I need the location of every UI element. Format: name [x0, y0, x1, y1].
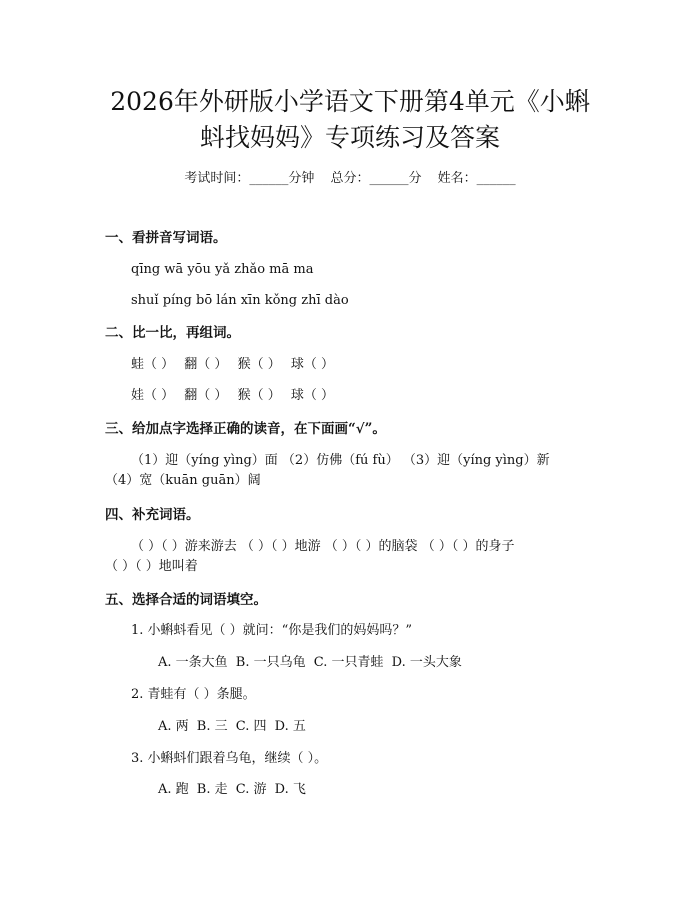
exam-time: 考试时间：______分钟	[184, 171, 315, 186]
compare-item: 猴（ ）	[237, 388, 281, 403]
exam-meta	[0, 170, 700, 188]
option-c: C. 游	[235, 782, 267, 797]
option-d: D. 五	[274, 719, 306, 734]
option-a: A. 一条大鱼	[158, 655, 228, 670]
compare-item: 猴（ ）	[237, 357, 281, 372]
question-1: 1. 小蝌蚪看见（ ）就问：“你是我们的妈妈吗？”	[131, 623, 412, 638]
question-3-options	[158, 781, 310, 799]
option-b: B. 走	[196, 782, 228, 797]
compare-item: 娃（ ）	[131, 388, 175, 403]
compare-row-2	[131, 387, 340, 405]
compare-item: 翻（ ）	[184, 388, 228, 403]
fill-words-line-2: （ ）（ ）地叫着	[105, 559, 198, 574]
page-title	[60, 84, 640, 156]
option-b: B. 一只乌龟	[235, 655, 306, 670]
compare-item: 翻（ ）	[184, 357, 228, 372]
exam-name: 姓名：______	[437, 171, 516, 186]
pinyin-line-1: qīng wā yōu yǎ zhǎo mā ma	[131, 262, 314, 277]
compare-item: 球（ ）	[290, 388, 334, 403]
section-2-heading: 二、比一比，再组词。	[105, 325, 240, 341]
question-2-options	[158, 718, 310, 736]
pronunciation-line-2: （4）宽（kuān guān）阔	[105, 473, 261, 488]
compare-row-1	[131, 356, 340, 374]
pronunciation-line-1: （1）迎（yíng yìng）面 （2）仿佛（fú fù） （3）迎（yíng yìng）新	[131, 453, 550, 468]
option-a: A. 两	[158, 719, 189, 734]
title-line-2: 蚪找妈妈》专项练习及答案	[199, 123, 500, 152]
option-d: D. 飞	[274, 782, 306, 797]
question-2: 2. 青蛙有（ ）条腿。	[131, 687, 256, 702]
section-3-heading: 三、给加点字选择正确的读音，在下面画“√”。	[105, 421, 386, 437]
option-c: C. 四	[235, 719, 267, 734]
title-line-1: 2026年外研版小学语文下册第4单元《小蝌	[110, 87, 590, 116]
option-b: B. 三	[196, 719, 228, 734]
pinyin-line-2: shuǐ píng bō lán xīn kǒng zhī dào	[131, 293, 349, 308]
section-4-heading: 四、补充词语。	[105, 507, 200, 523]
compare-item: 球（ ）	[290, 357, 334, 372]
question-1-options	[158, 654, 466, 672]
option-a: A. 跑	[158, 782, 189, 797]
option-c: C. 一只青蛙	[313, 655, 384, 670]
question-3: 3. 小蝌蚪们跟着乌龟，继续（ ）。	[131, 751, 328, 766]
option-d: D. 一头大象	[391, 655, 462, 670]
exam-score: 总分：______分	[330, 171, 422, 186]
section-5-heading: 五、选择合适的词语填空。	[105, 592, 267, 608]
compare-item: 蛙（ ）	[131, 357, 175, 372]
section-1-heading: 一、看拼音写词语。	[105, 230, 227, 246]
fill-words-line-1: （ ）（ ）游来游去 （ ）（ ）地游 （ ）（ ）的脑袋 （ ）（ ）的身子	[131, 539, 515, 554]
